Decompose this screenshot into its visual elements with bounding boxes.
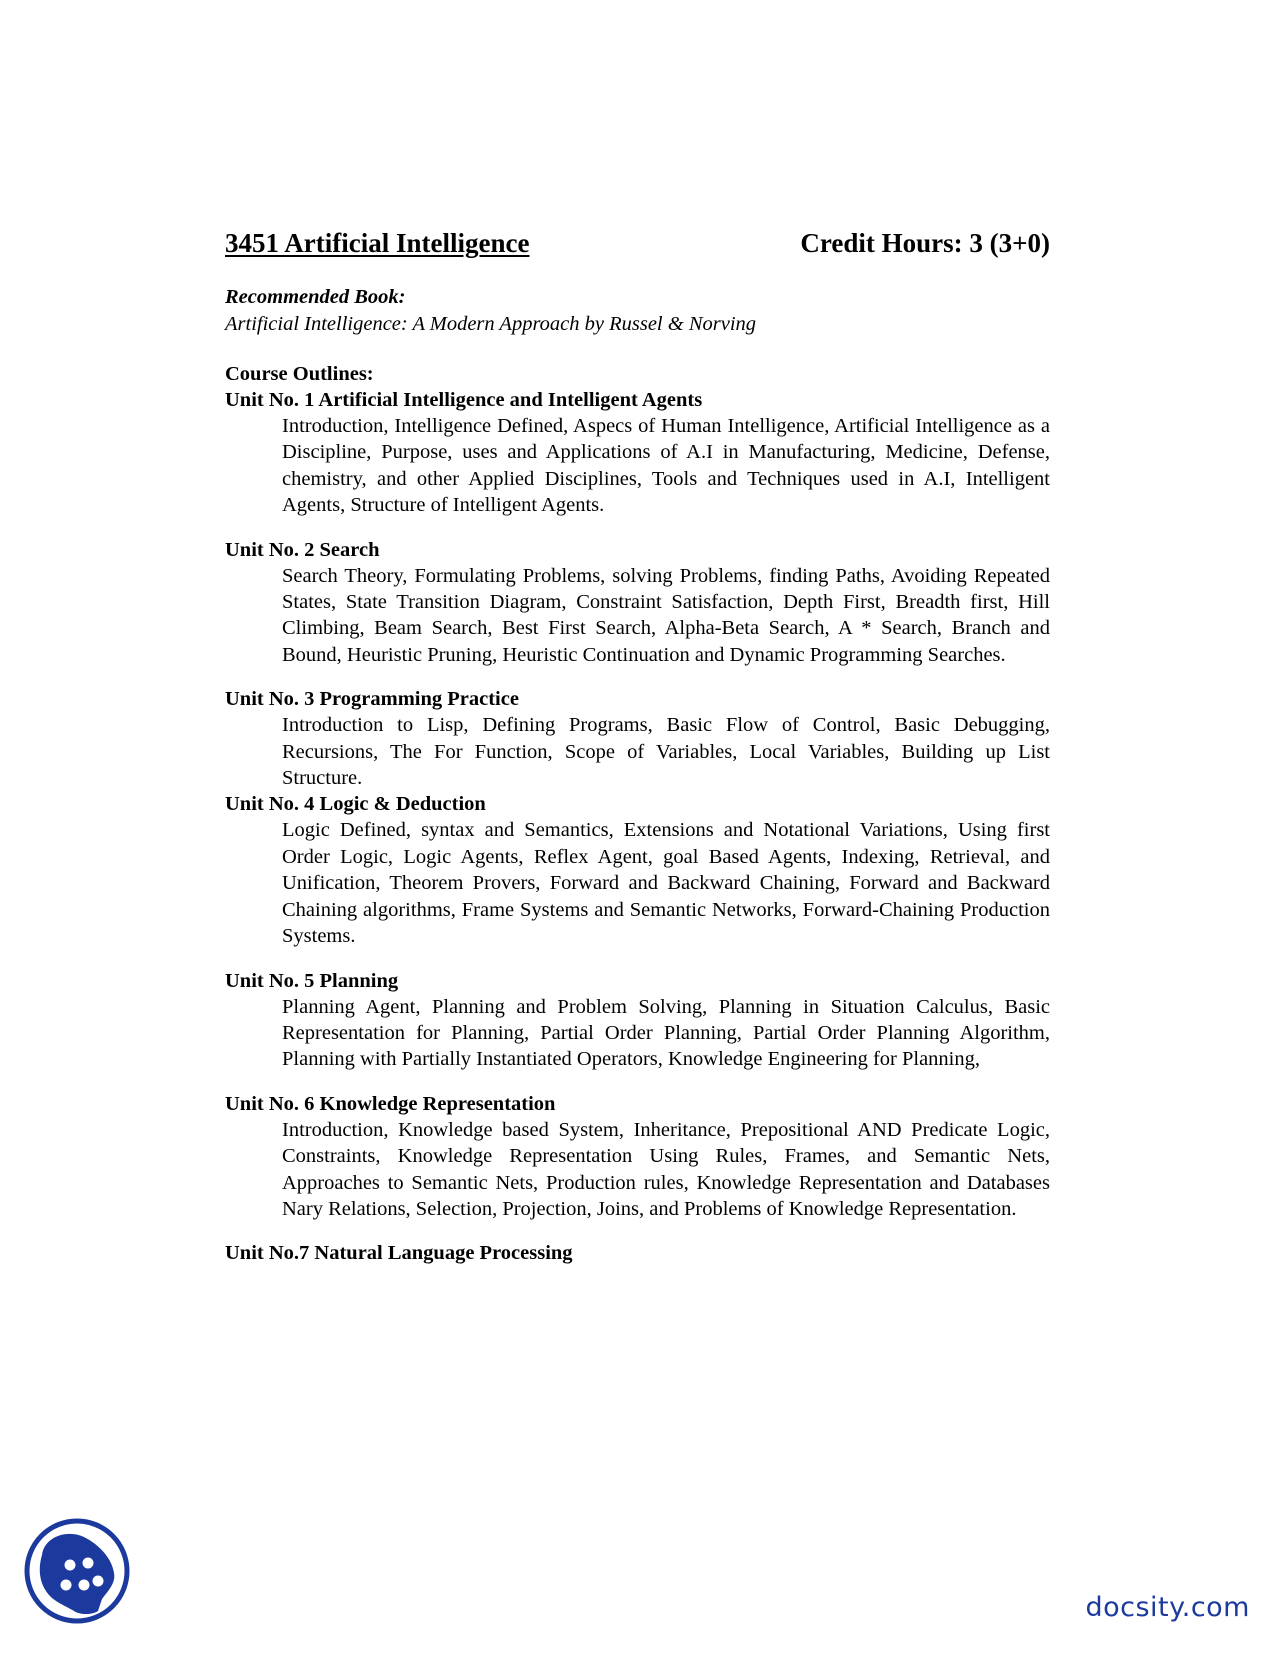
title-row xyxy=(225,224,1050,262)
course-title: 3451 Artificial Intelligence xyxy=(225,228,530,258)
unit-heading: Unit No. 5 Planning xyxy=(225,969,399,992)
unit-body: Introduction to Lisp, Defining Programs, Basic Flow of Control, Basic Debugging, Recursions, The For Function, Scope of Variables, Local Variables, Building up List Structure. xyxy=(282,714,1050,790)
recommended-book-label: Recommended Book: xyxy=(225,286,406,308)
unit-7 xyxy=(225,1240,1050,1266)
unit-6 xyxy=(225,1091,1050,1223)
unit-heading: Unit No. 4 Logic & Deduction xyxy=(225,793,486,816)
docsity-logo-icon[interactable] xyxy=(22,1515,132,1627)
unit-heading: Unit No. 1 Artificial Intelligence and Intelligent Agents xyxy=(225,389,703,411)
unit-body: Introduction, Knowledge based System, Inheritance, Prepositional AND Predicate Logic, Constraints, Knowledge Representation Using Rules, Frames, and Semantic Nets, Approaches to Semantic Nets, Production rules, Knowledge Representation and Databases Nary Relations, Selection, Projection, Joins, and Problems of Knowledge Representation. xyxy=(282,1118,1050,1220)
unit-3 xyxy=(225,686,1050,791)
unit-4 xyxy=(225,791,1050,949)
docsity-brand-link[interactable]: docsity.com xyxy=(1085,1592,1250,1623)
document-page xyxy=(225,224,1050,1266)
unit-heading: Unit No. 6 Knowledge Representation xyxy=(225,1092,556,1115)
unit-body: Logic Defined, syntax and Semantics, Extensions and Notational Variations, Using first Order Logic, Logic Agents, Reflex Agent, goal Based Agents, Indexing, Retrieval, and Unification, Theorem Provers, Forward and Backward Chaining, Forward and Backward Chaining algorithms, Frame Systems and Semantic Networks, Forward-Chaining Production Systems. xyxy=(282,819,1050,948)
recommended-book-title: Artificial Intelligence: A Modern Approach by Russel & Norving xyxy=(225,313,757,335)
unit-1 xyxy=(225,387,1050,519)
unit-5 xyxy=(225,968,1050,1073)
unit-heading: Unit No. 3 Programming Practice xyxy=(225,688,519,711)
unit-2 xyxy=(225,537,1050,669)
course-outlines-label: Course Outlines: xyxy=(225,363,374,385)
unit-heading: Unit No. 2 Search xyxy=(225,538,380,561)
credit-hours: Credit Hours: 3 (3+0) xyxy=(800,228,1050,258)
docsity-logo-svg xyxy=(22,1515,132,1627)
unit-heading: Unit No.7 Natural Language Processing xyxy=(225,1242,573,1265)
unit-body: Search Theory, Formulating Problems, solving Problems, finding Paths, Avoiding Repeated States, State Transition Diagram, Constraint Satisfaction, Depth First, Breadth first, Hill Climbing, Beam Search, Best First Search, Alpha-Beta Search, A * Search, Branch and Bound, Heuristic Pruning, Heuristic Continuation and Dynamic Programming Searches. xyxy=(282,564,1050,666)
unit-body: Introduction, Intelligence Defined, Aspecs of Human Intelligence, Artificial Intelligence as a Discipline, Purpose, uses and Applications of A.I in Manufacturing, Medicine, Defense, chemistry, and other Applied Disciplines, Tools and Techniques used in A.I, Intelligent Agents, Structure of Intelligent Agents. xyxy=(282,415,1050,517)
unit-body: Planning Agent, Planning and Problem Solving, Planning in Situation Calculus, Basic Representation for Planning, Partial Order Planning, Partial Order Planning Algorithm, Planning with Partially Instantiated Operators, Knowledge Engineering for Planning, xyxy=(282,995,1050,1071)
